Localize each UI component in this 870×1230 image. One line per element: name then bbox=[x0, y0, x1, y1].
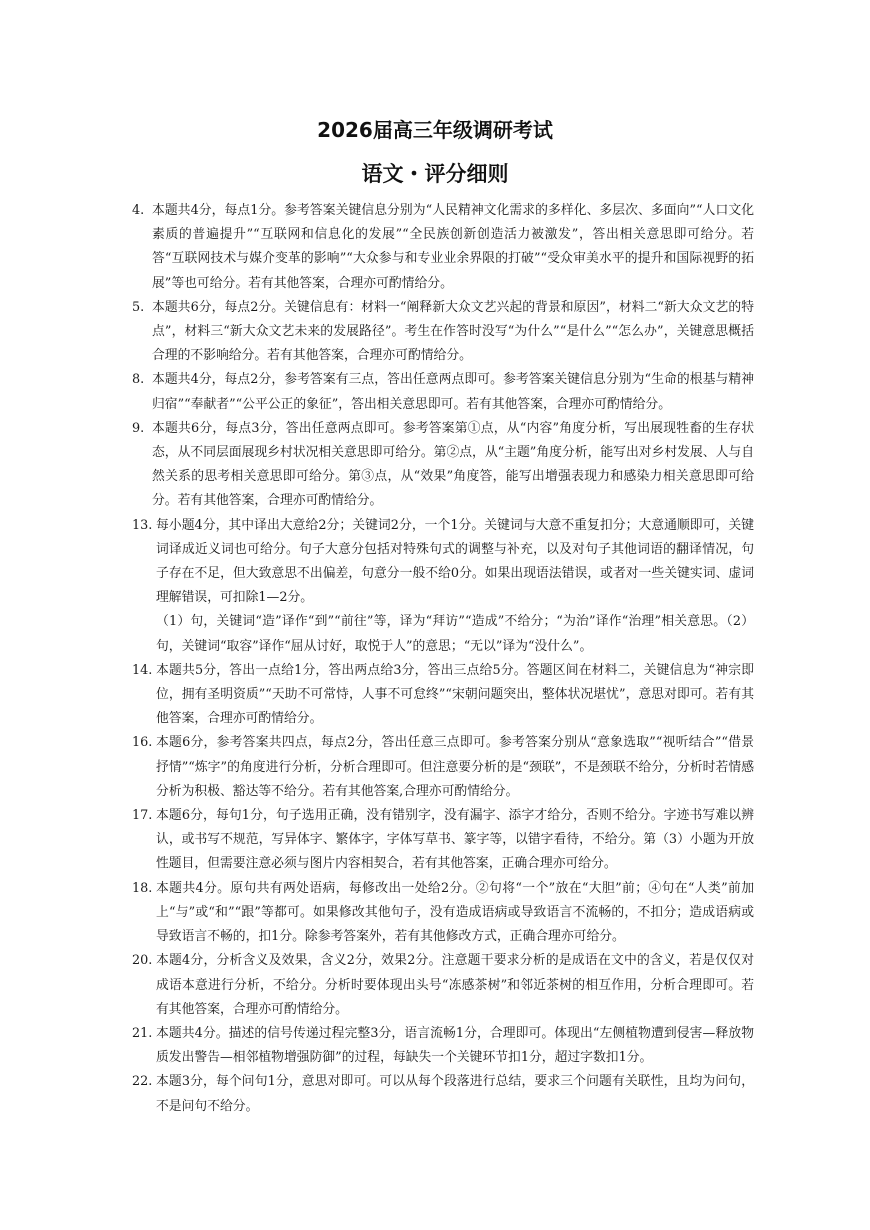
rule-item-13-detail: （1）句，关键词“造”译作“到”“前往”等，译为“拜访”“造成”不给分；“为治”译作“治理”相关意思。（2）句，关键词“取容”译作“屈从讨好，取悦于人”的意思；“无以”译为“没什么”。 bbox=[156, 614, 754, 654]
rule-text: 本题共4分，每点1分。参考答案关键信息分别为“人民精神文化需求的多样化、多层次、多面向”“人口文化素质的普遍提升”“互联网和信息化的发展”“全民族创新创造活力被激发”，答出相关意思即可给分。若答“互联网技术与媒介变革的影响”“大众参与和专业业余界限的打破”“受众审美水平的提升和国际视野的拓展”等也可给分。若有其他答案，合理亦可酌情给分。 bbox=[152, 203, 754, 291]
rule-item-5 bbox=[132, 296, 754, 369]
rule-text: 本题3分，每个问句1分，意思对即可。可以从每个段落进行总结，要求三个问题有关联性，且均为问句，不是问句不给分。 bbox=[156, 1074, 754, 1114]
page-title: 2026届高三年级调研考试 bbox=[317, 118, 553, 142]
page-subtitle: 语文・评分细则 bbox=[361, 162, 509, 186]
rule-item-16 bbox=[132, 731, 754, 804]
rule-number: 14. bbox=[132, 662, 153, 678]
rule-number: 5. bbox=[132, 299, 145, 315]
rule-item-4 bbox=[132, 199, 754, 296]
rule-text: 本题共6分，每点3分，答出任意两点即可。参考答案第①点，从“内容”角度分析，写出展现牲畜的生存状态，从不同层面展现乡村状况相关意思即可给分。第②点，从“主题”角度分析，能写出对乡村发展、人与自然关系的思考相关意思即可给分。第③点，从“效果”角度答，能写出增强表现力和感染力相关意思即可给分。若有其他答案，合理亦可酌情给分。 bbox=[152, 420, 754, 509]
scoring-rules-list bbox=[132, 199, 754, 1119]
rule-number: 8. bbox=[132, 372, 145, 388]
rule-item-20 bbox=[132, 949, 754, 1022]
rule-number: 16. bbox=[132, 735, 153, 751]
rule-text: 本题6分，每句1分，句子选用正确，没有错别字，没有漏字、添字才给分，否则不给分。字迹书写难以辨认，或书写不规范，写异体字、繁体字，字体写草书、篆字等，以错字看待，不给分。第（3）小题为开放性题目，但需要注意必须与图片内容相契合，若有其他答案，正确合理亦可给分。 bbox=[156, 808, 754, 872]
rule-item-22 bbox=[132, 1070, 754, 1118]
rule-item-14 bbox=[132, 659, 754, 732]
rule-number: 17. bbox=[132, 808, 153, 824]
rule-item-8 bbox=[132, 368, 754, 416]
rule-number: 22. bbox=[132, 1074, 153, 1090]
rule-item-13 bbox=[132, 514, 754, 611]
rule-item-17 bbox=[132, 804, 754, 877]
rule-number: 9. bbox=[132, 420, 145, 436]
rule-text: 每小题4分，其中译出大意给2分；关键词2分，一个1分。关键词与大意不重复扣分；大意通顺即可，关键词译成近义词也可给分。句子大意分包括对特殊句式的调整与补充，以及对句子其他词语的翻译情况，句子存在不足，但大致意思不出偏差，句意分一般不给0分。如果出现语法错误，或者对一些关键实词、虚词理解错误，可扣除1—2分。 bbox=[156, 517, 754, 606]
rule-text: 本题共4分。描述的信号传递过程完整3分，语言流畅1分，合理即可。体现出“左侧植物遭到侵害—释放物质发出警告—相邻植物增强防御”的过程，每缺失一个关键环节扣1分，超过字数扣1分。 bbox=[156, 1025, 754, 1066]
rule-text: 本题4分，分析含义及效果，含义2分，效果2分。注意题干要求分析的是成语在文中的含义，若是仅仅对成语本意进行分析，不给分。分析时要体现出头号“冻感茶树”和邻近茶树的相互作用，分析合理即可。若有其他答案，合理亦可酌情给分。 bbox=[156, 953, 754, 1017]
rule-text: 本题共4分。原句共有两处语病，每修改出一处给2分。②句将“一个”放在“大胆”前；④句在“人类”前加上“与”或“和”“跟”等都可。如果修改其他句子，没有造成语病或导致语言不流畅的，不扣分；造成语病或导致语言不畅的，扣1分。除参考答案外，若有其他修改方式，正确合理亦可给分。 bbox=[156, 880, 754, 945]
rule-number: 4. bbox=[132, 203, 145, 218]
rule-text: 本题共4分，每点2分，参考答案有三点，答出任意两点即可。参考答案关键信息分别为“生命的根基与精神归宿”“奉献者”“公平公正的象征”，答出相关意思即可。若有其他答案，合理亦可酌情给分。 bbox=[152, 372, 754, 412]
rule-number: 18. bbox=[132, 880, 153, 896]
rule-text: 本题共6分，每点2分。关键信息有：材料一“阐释新大众文艺兴起的背景和原因”，材料二“新大众文艺的特点”，材料三“新大众文艺未来的发展路径”。考生在作答时没写“为什么”“是什么”“怎么办”，关键意思概括合理的不影响给分。若有其他答案，合理亦可酌情给分。 bbox=[152, 299, 754, 364]
rule-item-18 bbox=[132, 877, 754, 950]
rule-item-9 bbox=[132, 417, 754, 514]
rule-number: 13. bbox=[132, 517, 153, 533]
rule-text: 本题6分，参考答案共四点，每点2分，答出任意三点即可。参考答案分别从“意象选取”“视听结合”“借景抒情”“炼字”的角度进行分析，分析合理即可。但注意要分析的是“颈联”，不是颈联不给分，分析时若情感分析为积极、豁达等不给分。若有其他答案,合理亦可酌情给分。 bbox=[156, 735, 754, 799]
rule-item-21 bbox=[132, 1022, 754, 1070]
rule-text: 本题共5分，答出一点给1分，答出两点给3分，答出三点给5分。答题区间在材料二，关键信息为“神宗即位，拥有圣明资质”“天助不可常恃，人事不可怠终”“宋朝问题突出，整体状况堪忧”，意思对即可。若有其他答案，合理亦可酌情给分。 bbox=[156, 662, 754, 727]
rule-number: 21. bbox=[132, 1025, 153, 1041]
rule-number: 20. bbox=[132, 953, 153, 969]
